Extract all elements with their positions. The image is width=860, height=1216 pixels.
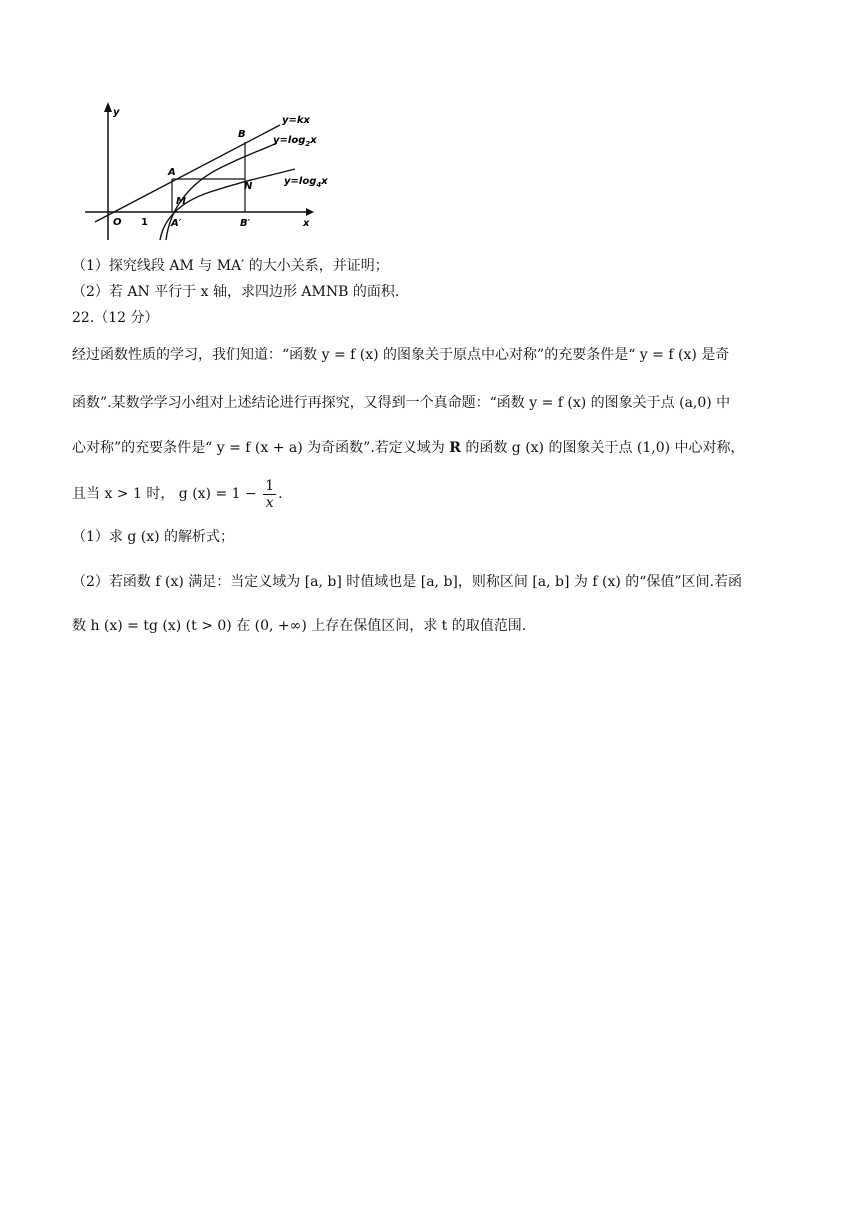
q21-part2: （2）若 AN 平行于 x 轴，求四边形 AMNB 的面积. [72,284,400,300]
q22-line3-a: 心对称”的充要条件是“ y = f (x + a) 为奇函数”.若定义域为 [72,440,450,456]
point-M-label: M [176,196,186,207]
label-log4: $y=\log_4x$ [284,176,328,189]
q22-part2-line2: 数 h (x) = tg (x) (t > 0) 在 (0, +∞) 上存在保值区间，求 t 的取值范围. [72,618,527,634]
label-kx: y=kx [282,115,310,126]
point-A1-label: A′ [171,218,182,229]
x-axis-arrow [306,208,314,216]
fraction-denominator: x [265,494,274,511]
function-graph-figure [80,98,340,248]
fraction-one-over-x [263,478,276,511]
q22-line4 [72,474,283,514]
fraction-numerator: 1 [265,477,275,494]
curve-log2 [166,143,277,240]
q22-line1: 经过函数性质的学习，我们知道：“函数 y = f (x) 的图象关于原点中心对称”的充要条件是“ y = f (x) 是奇 [72,347,730,363]
q22-line2: 函数”.某数学学习小组对上述结论进行再探究，又得到一个真命题：“函数 y = f (x) 的图象关于点 (a,0) 中 [72,395,731,411]
one-label: 1 [141,217,148,228]
point-B-label: B [238,129,246,140]
q22-header: 22.（12 分） [72,310,159,326]
q22-set-R: R [449,440,461,456]
y-axis-label: y [113,107,120,118]
y-axis-arrow [104,102,112,112]
q22-part2-line1: （2）若函数 f (x) 满足：当定义域为 [a, b] 时值域也是 [a, b]，则称区间 [a, b] 为 f (x) 的“保值”区间.若函 [72,574,743,590]
x-axis-label: x [303,218,310,229]
origin-label: O [113,217,122,228]
q22-line4-a: 且当 x > 1 时， g (x) = 1 − [72,486,257,502]
point-B1-label: B′ [240,218,251,229]
label-log2: $y=\log_2x$ [273,135,317,148]
point-A-label: A [168,167,176,178]
q21-part1: （1）探究线段 AM 与 MA′ 的大小关系，并证明； [72,258,389,274]
q22-line3 [72,438,745,458]
line-kx [95,125,280,222]
q22-line4-b: . [278,486,283,502]
q22-part1: （1）求 g (x) 的解析式； [72,529,235,545]
point-N-label: N [244,181,253,192]
q22-line3-b: 的函数 g (x) 的图象关于点 (1,0) 中心对称， [460,440,745,456]
